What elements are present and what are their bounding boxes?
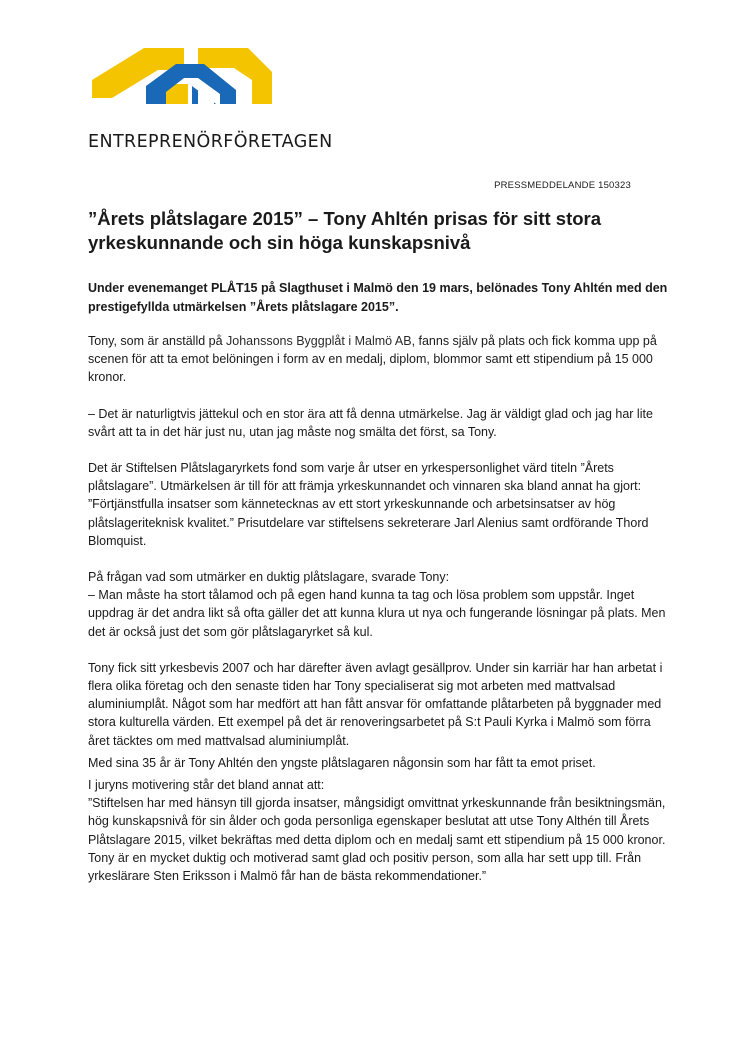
paragraph-6: Med sina 35 år är Tony Ahltén den yngste plåtslagaren någonsin som har fått ta emot priset. xyxy=(88,755,596,770)
company-name: Johanssons Byggplåt i Malmö AB xyxy=(226,334,412,348)
article-body xyxy=(88,332,668,903)
company-logo xyxy=(88,40,378,155)
paragraph-7: I juryns motivering står det bland annat att: ”Stiftelsen har med hänsyn till gjorda insatser, mångsidigt omvittnat yrkeskunnande från besiktningsmän, hög kunskapsnivå för sin ålder och goda personliga egenskaper beslutat att utse Tony Althén till Årets Plåtslagare 2015, vilket bekräftas med detta diplom och en medalj samt ett stipendium på 15 000 kronor. Tony är en mycket duktig och motiverad samt glad och positiv person, som alla har sett upp till. Från yrkeslärare Sten Eriksson i Malmö får han de bästa rekommendationer.” xyxy=(88,778,666,884)
paragraph-4: På frågan vad som utmärker en duktig plåtslagare, svarade Tony: – Man måste ha stort tålamod och på egen hand kunna ta tag och lösa problem som uppstår. Inget uppdrag är det andra likt så ofta gäller det att kunna klura ut nya och fungerande lösningar på plats. Men det är också just det som gör plåtslagaryrket så kul. xyxy=(88,570,666,639)
paragraph-5: Tony fick sitt yrkesbevis 2007 och har därefter även avlagt gesällprov. Under sin karriär har han arbetat i flera olika företag och den senaste tiden har Tony specialiserat sig mot arbeten med mattvalsad aluminiumplåt. Något som har medfört att han fått ansvar för omfattande plåtarbeten på byggnader med stora kulturella värden. Ett exempel på det är renoveringsarbetet på S:t Pauli Kyrka i Malmö som förra året täcktes om med mattvalsad aluminiumplåt. xyxy=(88,660,663,748)
house-roofs-icon xyxy=(88,40,278,120)
paragraph-1: Tony, som är anställd på Johanssons Byggplåt i Malmö AB, fanns själv på plats och fick komma upp på scenen för att ta emot belöningen i form av en medalj, diplom, blommor samt ett stipendium på 15 000 kronor. xyxy=(88,334,657,385)
paragraph-2: – Det är naturligtvis jättekul och en stor ära att få denna utmärkelse. Jag är väldigt glad och jag har lite svårt att ta in det här just nu, utan jag måste nog smälta det först, sa Tony. xyxy=(88,406,653,439)
press-release-reference: PRESSMEDDELANDE 150323 xyxy=(494,180,631,191)
logo-wordmark: ENTREPRENÖRFÖRETAGEN xyxy=(88,132,333,152)
lead-paragraph: Under evenemanget PLÅT15 på Slagthuset i Malmö den 19 mars, belönades Tony Ahltén med den prestigefyllda utmärkelsen ”Årets plåtslagare 2015”. xyxy=(88,281,668,314)
headline: ”Årets plåtslagare 2015” – Tony Ahltén prisas för sitt stora yrkeskunnande och sin höga kunskapsnivå xyxy=(88,208,602,253)
paragraph-3: Det är Stiftelsen Plåtslagaryrkets fond som varje år utser en yrkespersonlighet värd titeln ”Årets plåtslagare”. Utmärkelsen är till för att främja yrkeskunnandet och vinnaren ska bland annat ha gjort: ”Förtjänstfulla insatser som kännetecknas av ett stort yrkeskunnande och arbetsinsatser av hög plåtslageriteknisk kvalitet.” Prisutdelare var stiftelsens sekreterare Jarl Alenius samt ordförande Thord Blomquist. xyxy=(88,461,649,548)
